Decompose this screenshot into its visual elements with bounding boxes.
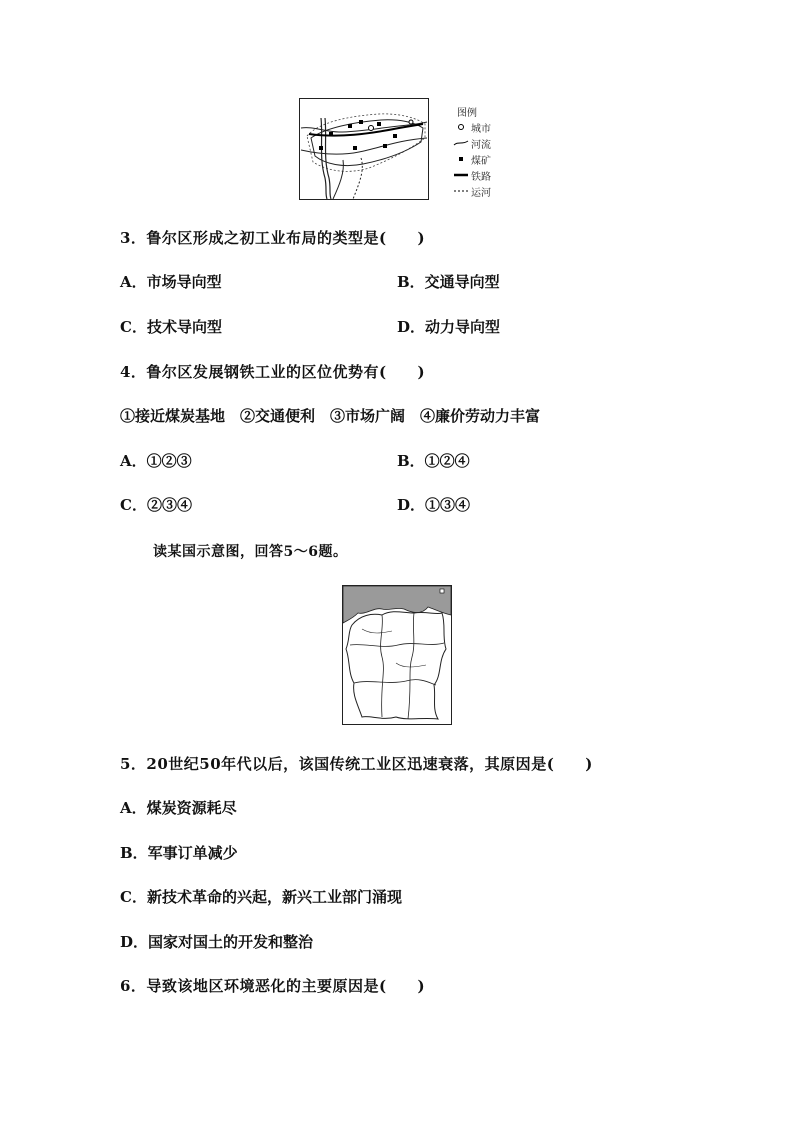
legend-row-river xyxy=(453,138,491,154)
legend-row-railway xyxy=(453,170,491,186)
question-4-option-a[interactable]: A．①②③ xyxy=(120,452,192,470)
legend-row-city xyxy=(453,122,491,138)
country-map xyxy=(342,585,452,725)
legend-row-canal xyxy=(453,186,491,202)
section-intro: 读某国示意图，回答5～6题。 xyxy=(153,544,348,560)
legend-label-canal: 运河 xyxy=(471,188,491,199)
question-5-stem: 5．20世纪50年代以后，该国传统工业区迅速衰落，其原因是( ) xyxy=(120,755,593,773)
question-5-option-c[interactable]: C．新技术革命的兴起，新兴工业部门涌现 xyxy=(120,888,402,906)
ruhr-map-graphic xyxy=(299,98,429,200)
question-4-option-d[interactable]: D．①③④ xyxy=(397,496,471,514)
question-4-stem: 4．鲁尔区发展钢铁工业的区位优势有( ) xyxy=(120,363,426,381)
legend-label-river: 河流 xyxy=(471,140,491,151)
ruhr-map xyxy=(299,98,429,200)
question-3-option-c[interactable]: C．技术导向型 xyxy=(120,318,222,336)
question-4-option-b[interactable]: B．①②④ xyxy=(397,452,470,470)
legend-label-railway: 铁路 xyxy=(471,172,491,183)
question-3-option-b[interactable]: B．交通导向型 xyxy=(397,273,500,291)
question-5-option-b[interactable]: B．军事订单减少 xyxy=(120,844,238,862)
question-3-option-a[interactable]: A．市场导向型 xyxy=(120,273,222,291)
canal-icon xyxy=(453,185,469,203)
question-6-stem: 6．导致该地区环境恶化的主要原因是( ) xyxy=(120,977,426,995)
map-legend xyxy=(453,106,491,202)
legend-title: 图例 xyxy=(457,108,477,119)
question-3-stem: 3．鲁尔区形成之初工业布局的类型是( ) xyxy=(120,229,426,247)
country-map-graphic xyxy=(342,585,452,725)
legend-label-city: 城市 xyxy=(471,124,491,135)
question-4-statements: ①接近煤炭基地 ②交通便利 ③市场广阔 ④廉价劳动力丰富 xyxy=(120,407,541,425)
question-3-option-d[interactable]: D．动力导向型 xyxy=(397,318,501,336)
question-4-option-c[interactable]: C．②③④ xyxy=(120,496,192,514)
legend-label-coal: 煤矿 xyxy=(471,156,491,167)
legend-row-coal xyxy=(453,154,491,170)
question-5-option-d[interactable]: D．国家对国土的开发和整治 xyxy=(120,933,314,951)
question-5-option-a[interactable]: A．煤炭资源耗尽 xyxy=(120,799,237,817)
